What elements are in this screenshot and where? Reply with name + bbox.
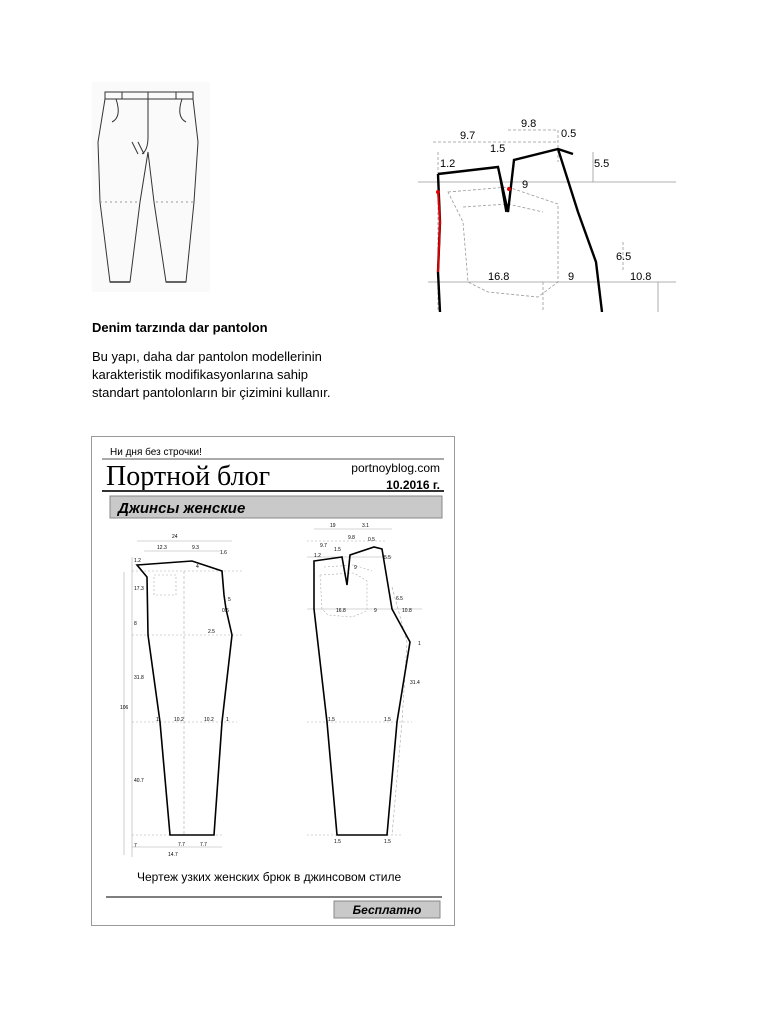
back-label-1-2: 1.2 [314,553,321,559]
label-5-5: 5.5 [594,158,610,170]
poster-site: portnoyblog.com [351,461,440,475]
front-label-14-7: 14.7 [168,852,178,858]
front-label-knee-1b: 1 [226,717,229,723]
jeans-sketch [92,82,210,292]
front-label-106: 106 [120,705,129,711]
back-label-1-5c: 1.5 [334,839,341,845]
front-label-24: 24 [172,534,178,540]
front-label-0-5: 0.5 [222,608,229,614]
back-label-1-5d: 1.5 [384,839,391,845]
front-label-7: 7 [134,843,137,849]
description-paragraph [92,348,362,402]
back-label-0-5: 0.5 [368,537,375,543]
front-label-2-5: 2.5 [208,629,215,635]
back-label-9: 9 [354,565,357,571]
label-1-5: 1.5 [490,143,506,155]
front-label-40-7: 40.7 [134,778,144,784]
back-label-1-5a: 1.5 [328,717,335,723]
front-label-5: 5 [228,597,231,603]
poster-date: 10.2016 г. [386,478,440,492]
label-1-2: 1.2 [440,158,456,170]
label-9-8: 9.8 [521,118,537,130]
label-9b: 9 [568,271,575,283]
back-label-1: 1 [418,641,421,647]
front-label-12-3: 12.3 [157,545,167,551]
front-label-17-3: 17.3 [134,586,144,592]
back-label-9b: 9 [374,608,377,614]
label-16-8: 16.8 [488,271,510,283]
label-10-8: 10.8 [630,271,652,283]
back-label-6-5: 6.5 [396,596,403,602]
back-label-3-1: 3.1 [362,523,369,529]
back-label-16-8: 16.8 [336,608,346,614]
label-9: 9 [522,179,529,191]
front-label-4: 4 [196,564,199,570]
front-pattern-piece [120,534,242,858]
back-label-1-5b: 1.5 [384,717,391,723]
paragraph-line: standart pantolonların bir çizimini kullanır. [92,385,331,400]
section-heading: Denim tarzında dar pantolon [92,320,268,335]
pattern-closeup-diagram [418,112,676,312]
back-label-9-7: 9.7 [320,543,327,549]
back-label-19: 19 [330,523,336,529]
back-label-5-5: 5.5 [384,555,391,561]
front-label-10-2a: 10.2 [174,717,184,723]
paragraph-line: Bu yapı, daha dar pantolon modellerinin [92,349,322,364]
front-label-7-7a: 7.7 [178,842,185,848]
front-label-1-6: 1.6 [220,550,227,556]
poster-subtitle: Джинсы женские [118,500,246,517]
back-label-10-8: 10.8 [402,608,412,614]
front-label-knee-1a: 1 [156,717,159,723]
label-6-5: 6.5 [616,251,632,263]
front-label-7-7b: 7.7 [200,842,207,848]
back-label-9-8: 9.8 [348,535,355,541]
front-label-8: 8 [134,621,137,627]
pattern-poster [91,436,455,926]
front-label-10-2b: 10.2 [204,717,214,723]
front-label-1-2: 1.2 [134,558,141,564]
paragraph-line: karakteristik modifikasyonlarına sahip [92,367,309,382]
back-label-31-4: 31.4 [410,680,420,686]
back-pattern-piece [307,523,422,845]
poster-drawing [92,437,454,925]
back-label-1-5: 1.5 [334,547,341,553]
front-label-9-3: 9.3 [192,545,199,551]
poster-tagline: Ни дня без строчки! [110,447,202,458]
poster-free-badge: Бесплатно [352,903,422,917]
label-0-5: 0.5 [561,128,577,140]
poster-title: Портной блог [106,461,271,492]
label-9-7: 9.7 [460,130,476,142]
poster-caption: Чертеж узких женских брюк в джинсовом стиле [137,870,402,884]
front-label-31-8: 31.8 [134,675,144,681]
